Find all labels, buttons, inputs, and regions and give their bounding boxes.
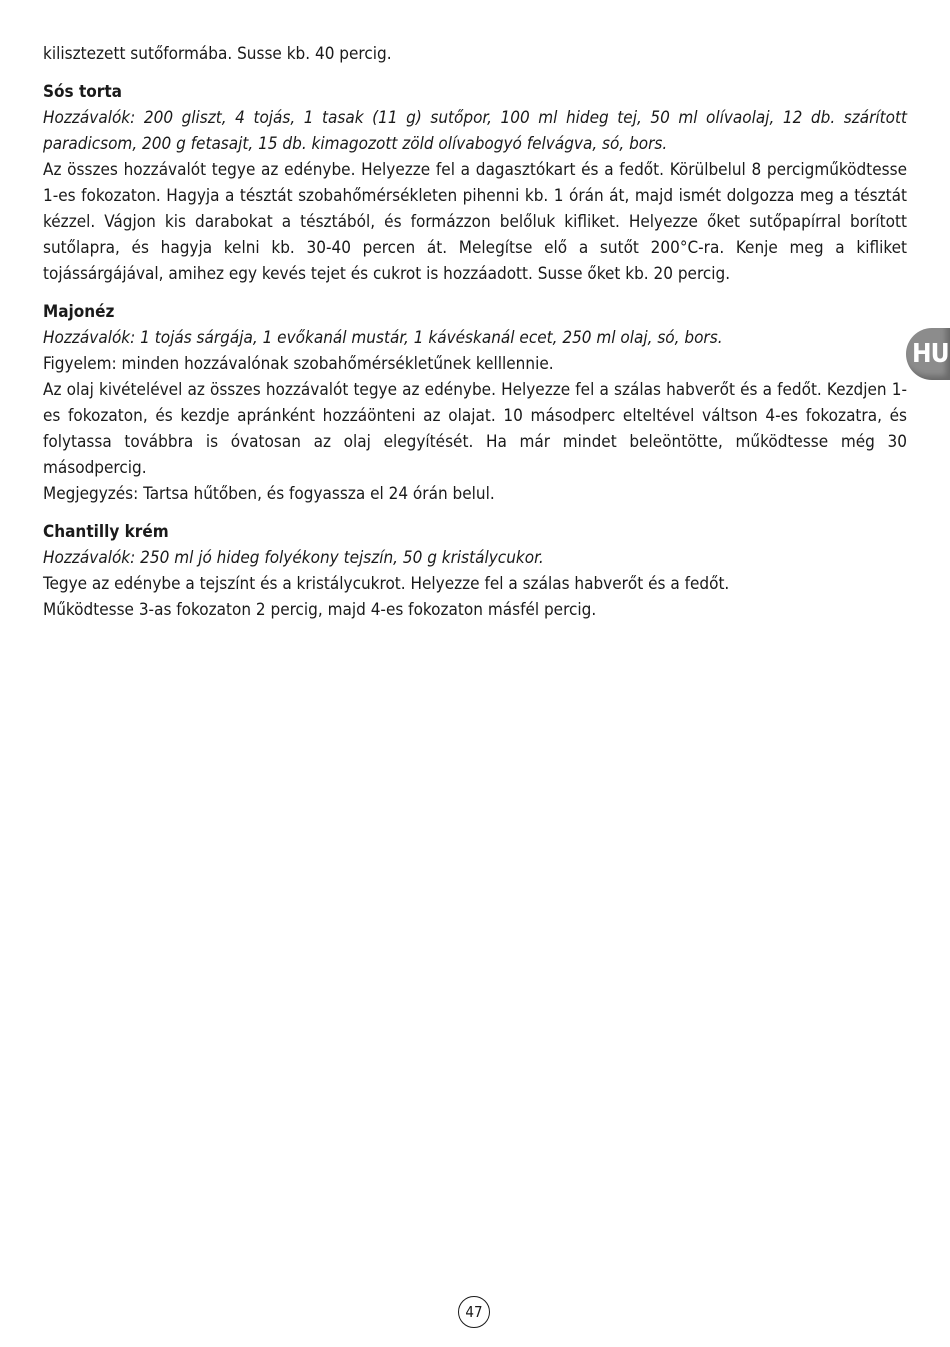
recipe-sos-torta xyxy=(43,79,907,287)
recipe-title: Chantilly krém xyxy=(43,522,169,542)
recipe-ingredients: Hozzávalók: 250 ml jó hideg folyékony tejszín, 50 g kristálycukor. xyxy=(43,548,544,568)
recipe-title: Majonéz xyxy=(43,302,115,322)
recipe-instructions: Működtesse 3-as fokozaton 2 percig, majd 4-es fokozaton másfél percig. xyxy=(43,600,597,620)
recipe-note: Megjegyzés: Tartsa hűtőben, és fogyassza el 24 órán belul. xyxy=(43,484,495,504)
language-tab xyxy=(906,328,950,380)
recipe-majonez xyxy=(43,299,907,507)
recipe-instructions: Tegye az edénybe a tejszínt és a kristálycukrot. Helyezze fel a szálas habverőt és a fedőt. xyxy=(43,574,730,594)
recipe-instructions: Az olaj kivételével az összes hozzávalót tegye az edénybe. Helyezze fel a szálas habverőt és a fedőt. Kezdjen 1-es fokozaton, és kezdje apránként hozzáönteni az olajat. 10 másodperc elteltével váltson 4-es fokozatra, és folytassa továbbra is óvatosan az olaj elegyítését. Ha már mindet beleöntötte, működtesse még 30 másodpercig. xyxy=(43,380,907,478)
recipe-instructions: Az összes hozzávalót tegye az edénybe. Helyezze fel a dagasztókart és a fedőt. Körülbelul 8 percigműködtesse 1-es fokozaton. Hagyja a tésztát szobahőmérsékleten pihenni kb. 1 órán át, majd ismét dolgozza meg a tésztát kézzel. Vágjon kis darabokat a tésztából, és formázzon belőluk kifliket. Helyezze őket sutőpapírral borított sutőlapra, és hagyja kelni kb. 30-40 percen át. Melegítse elő a sutőt 200°C-ra. Kenje meg a kifliket tojássárgájával, amihez egy kevés tejet és cukrot is hozzáadott. Susse őket kb. 20 percig. xyxy=(43,160,907,284)
language-tab-label: HU xyxy=(912,339,949,369)
document-body xyxy=(43,41,907,635)
recipe-ingredients: Hozzávalók: 1 tojás sárgája, 1 evőkanál mustár, 1 kávéskanál ecet, 250 ml olaj, só, bors. xyxy=(43,328,723,348)
recipe-warning: Figyelem: minden hozzávalónak szobahőmérsékletűnek kelllennie. xyxy=(43,354,554,374)
recipe-chantilly-krem xyxy=(43,519,907,623)
recipe-title: Sós torta xyxy=(43,82,122,102)
recipe-ingredients: Hozzávalók: 200 gliszt, 4 tojás, 1 tasak (11 g) sutőpor, 100 ml hideg tej, 50 ml olívaolaj, 12 db. szárított paradicsom, 200 g fetasajt, 15 db. kimagozott zöld olívabogyó felvágva, só, bors. xyxy=(43,108,907,154)
page-number: 47 xyxy=(458,1296,490,1328)
intro-paragraph: kilisztezett sutőformába. Susse kb. 40 percig. xyxy=(43,44,392,64)
